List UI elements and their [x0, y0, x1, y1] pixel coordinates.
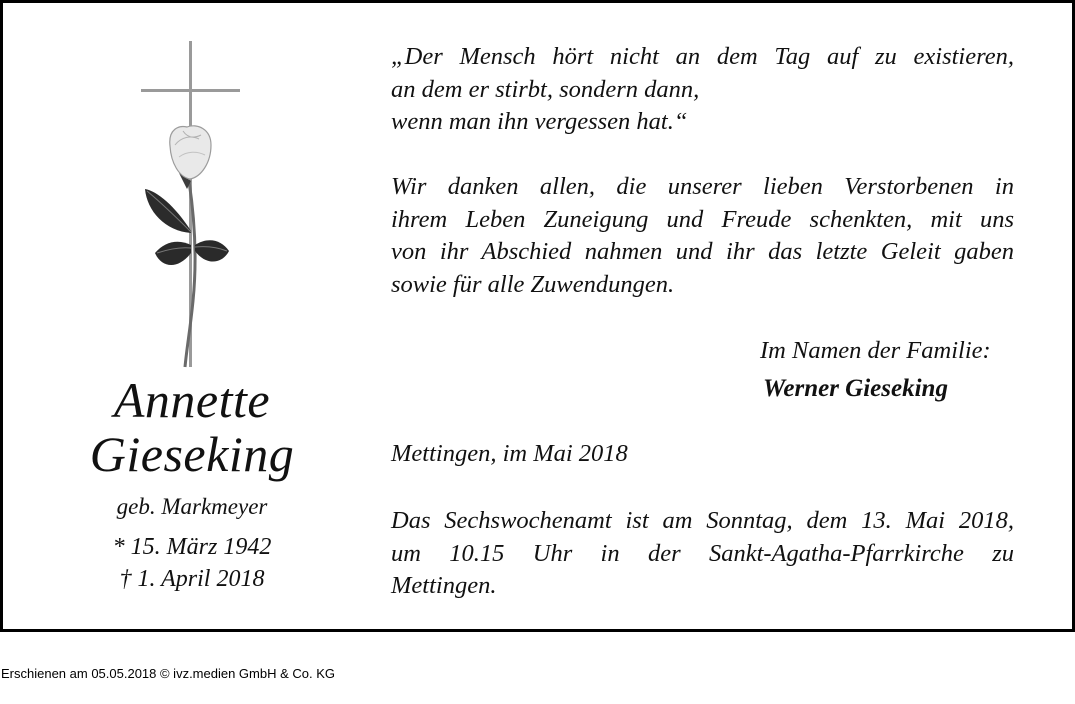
- thanks-line: sowie für alle Zuwendungen.: [391, 270, 675, 298]
- thanks-line: ihrem Leben Zuneigung und Freude schenkten, mit uns: [391, 205, 1014, 233]
- place-date-text: Mettingen, im Mai 2018: [391, 440, 628, 467]
- publication-footer: Erschienen am 05.05.2018 © ivz.medien GmbH & Co. KG: [1, 666, 336, 681]
- service-line: Mettingen.: [391, 572, 497, 599]
- service-line: Das Sechswochenamt ist am Sonntag, dem 13. Mai 2018,: [391, 507, 1014, 534]
- deceased-block: [43, 373, 341, 595]
- deceased-last-name: Gieseking: [89, 426, 295, 482]
- thanks-line: von ihr Abschied nahmen und ihr das letzte Geleit gaben: [391, 238, 1014, 265]
- family-name: Werner Gieseking: [763, 375, 948, 402]
- thanks-line: Wir danken allen, die unserer lieben Verstorbenen in: [391, 173, 1014, 200]
- death-date: † 1. April 2018: [119, 566, 265, 592]
- quote-block: [391, 41, 1014, 139]
- deceased-birth-name: geb. Markmeyer: [116, 494, 268, 519]
- quote-line: wenn man ihn vergessen hat.“: [391, 108, 688, 135]
- family-label: Im Namen der Familie:: [760, 337, 991, 364]
- service-paragraph: [391, 505, 1014, 603]
- quote-line: an dem er stirbt, sondern dann,: [391, 75, 700, 103]
- deceased-first-name: Annette: [113, 372, 271, 428]
- thanks-paragraph: [391, 171, 1014, 301]
- quote-line: „Der Mensch hört nicht an dem Tag auf zu existieren,: [391, 43, 1014, 70]
- birth-date: * 15. März 1942: [112, 534, 272, 560]
- cross-with-rose-icon: [135, 41, 245, 369]
- service-line: um 10.15 Uhr in der Sankt-Agatha-Pfarrkirche zu: [391, 539, 1014, 567]
- place-date: [391, 438, 1014, 471]
